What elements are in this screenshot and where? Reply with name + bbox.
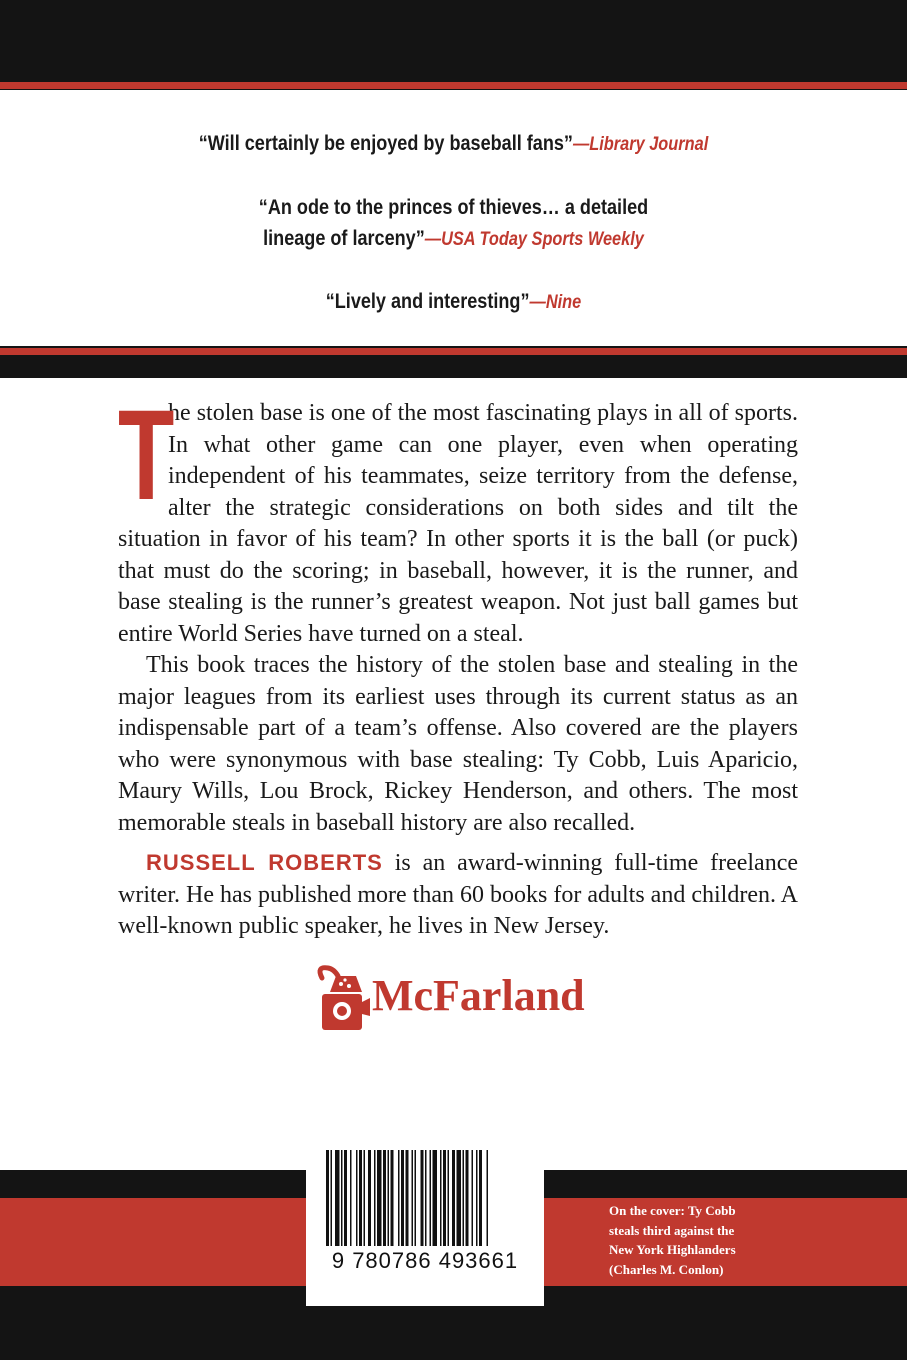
barcode-bar xyxy=(412,1150,414,1246)
isbn-barcode xyxy=(306,1136,544,1306)
barcode-bar xyxy=(364,1150,366,1246)
barcode-bar xyxy=(472,1150,474,1246)
review-source: —USA Today Sports Weekly xyxy=(424,229,644,250)
author-bio: RUSSELL ROBERTS is an award-winning full-time freelance writer. He has published more than 60 books for adults and children. A well-known public speaker, he lives in New Jersey. xyxy=(118,850,799,939)
barcode-bar xyxy=(391,1150,394,1246)
barcode-bar xyxy=(374,1150,376,1246)
barcode-bar xyxy=(359,1150,362,1246)
barcode-bar xyxy=(331,1150,333,1246)
barcode-bar xyxy=(401,1150,404,1246)
isbn-number: 9 780786 493661 xyxy=(331,1248,519,1273)
barcode-bars xyxy=(306,1136,544,1246)
barcode-bar xyxy=(383,1150,386,1246)
lantern-icon xyxy=(312,962,372,1034)
barcode-bar xyxy=(452,1150,455,1246)
author-name: RUSSELL ROBERTS xyxy=(146,850,383,875)
review-quote: “Will certainly be enjoyed by baseball fans”—Library Journal xyxy=(198,132,709,155)
barcode-bar xyxy=(443,1150,446,1246)
barcode-bar xyxy=(425,1150,427,1246)
top-red-stripe xyxy=(0,82,907,89)
barcode-bar xyxy=(476,1150,478,1246)
cover-credit: On the cover: Ty Cobb steals third against the New York Highlanders (Charles M. Conlon) xyxy=(609,1203,736,1277)
barcode-bar xyxy=(377,1150,382,1246)
mid-red-stripe xyxy=(0,348,907,355)
barcode-bar xyxy=(350,1150,352,1246)
barcode-bar xyxy=(487,1150,489,1246)
review-quote: “An ode to the princes of thieves… a detailed xyxy=(258,196,649,219)
description-panel xyxy=(0,378,907,1170)
barcode-bar xyxy=(356,1150,358,1246)
barcode-bar xyxy=(430,1150,432,1246)
description-paragraph: T he stolen base is one of the most fascinating plays in all of sports. In what other game can one player, even when operating independent of his teammates, seize territory from the defense, alter the strategic considerations on both sides and tilt the situation in favor of his team? In other sports it is the ball (or puck) that must do the scoring; in baseball, however, it is the runner, and base stealing is the runner’s greatest weapon. Not just ball games but entire World Series have turned on a steal. xyxy=(118,384,798,647)
book-description xyxy=(118,384,799,943)
barcode-bar xyxy=(368,1150,371,1246)
review-quotes-panel xyxy=(0,90,907,346)
review-source: —Library Journal xyxy=(572,134,709,155)
barcode-bar xyxy=(421,1150,424,1246)
barcode-bar xyxy=(344,1150,347,1246)
review-source: —Nine xyxy=(529,292,582,313)
barcode-bar xyxy=(406,1150,409,1246)
barcode-bar xyxy=(466,1150,469,1246)
barcode-bar xyxy=(398,1150,400,1246)
drop-cap: T xyxy=(118,384,175,527)
barcode-bar xyxy=(463,1150,465,1246)
barcode-bar xyxy=(448,1150,450,1246)
barcode-bar xyxy=(457,1150,462,1246)
description-paragraph: This book traces the history of the stolen base and stealing in the major leagues from its earliest uses through its current status as an indispensable part of a team’s offense. Also covered are the players who were synonymous with base stealing: Ty Cobb, Luis Aparicio, Maury Wills, Lou Brock, Rickey Henderson, and others. The most memorable steals in baseball history are also recalled. xyxy=(118,652,798,836)
barcode-bar xyxy=(415,1150,417,1246)
barcode-bar xyxy=(341,1150,343,1246)
barcode-bar xyxy=(335,1150,340,1246)
barcode-bar xyxy=(326,1150,329,1246)
publisher-name: McFarland xyxy=(372,971,585,1020)
barcode-bar xyxy=(479,1150,482,1246)
barcode-bar xyxy=(433,1150,438,1246)
barcode-bar xyxy=(388,1150,390,1246)
publisher-logo xyxy=(308,962,598,1032)
review-quote: “Lively and interesting”—Nine xyxy=(325,290,582,313)
barcode-bar xyxy=(440,1150,442,1246)
review-quote: lineage of larceny”—USA Today Sports Weekly xyxy=(263,227,644,250)
